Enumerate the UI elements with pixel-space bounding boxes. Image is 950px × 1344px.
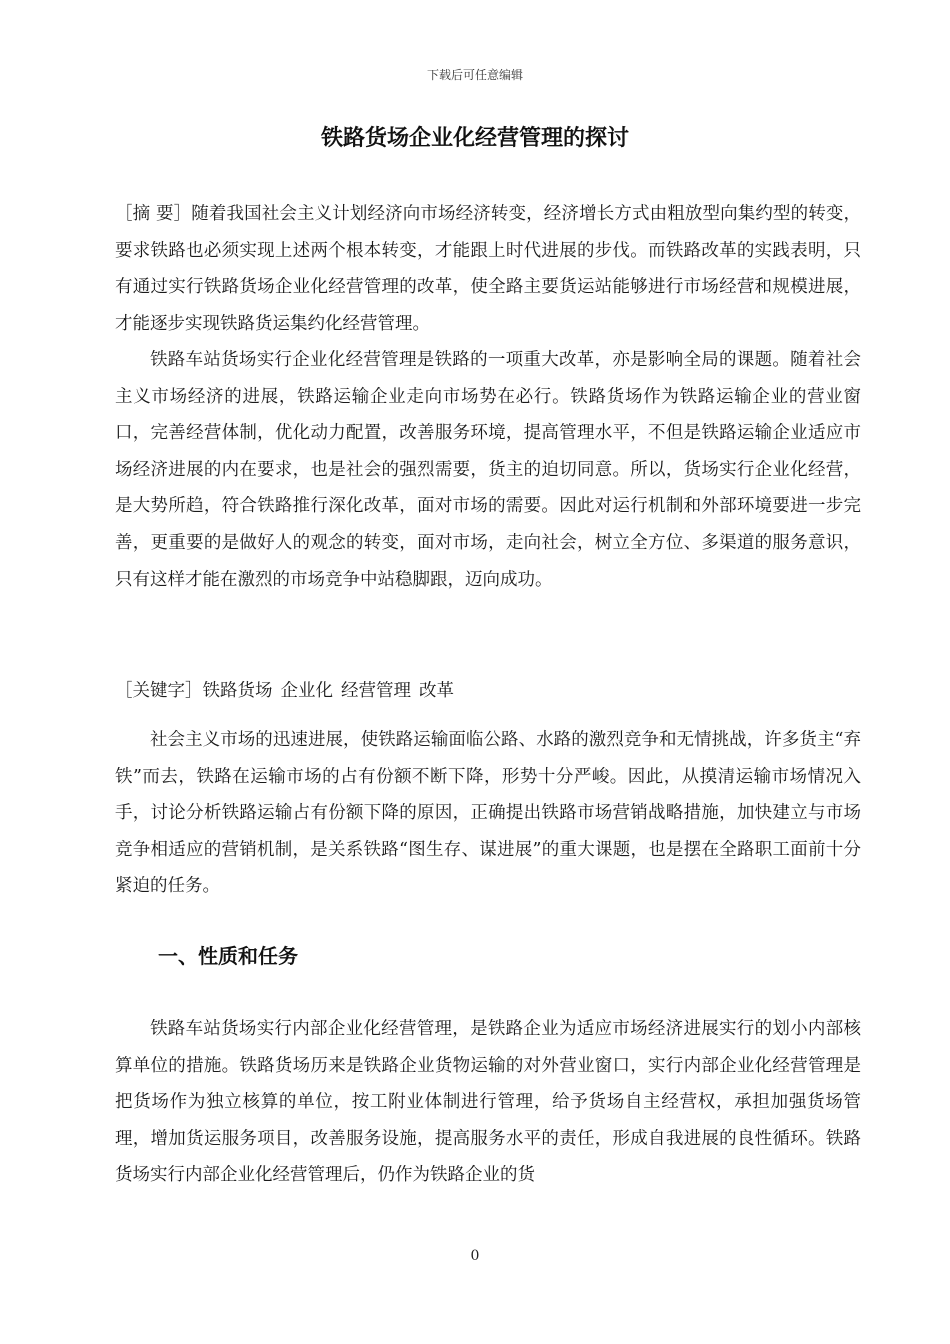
keyword-item: 改革 bbox=[419, 681, 454, 701]
keywords-label: ［关键字］ bbox=[115, 681, 203, 701]
keyword-item: 铁路货场 bbox=[202, 681, 273, 701]
section-paragraph: 铁路车站货场实行内部企业化经营管理，是铁路企业为适应市场经济进展实行的划小内部核算单位的措施。铁路货场历来是铁路企业货物运输的对外营业窗口，实行内部企业化经营管理是把货场作为独立核算的单位，按工附业体制进行管理，给予货场自主经营权，承担加强货场管理，增加货运服务项目，改善服务设施，提高服务水平的责任，形成自我进展的良性循环。铁路货场实行内部企业化经营管理后，仍作为铁路企业的货 bbox=[115, 1019, 861, 1186]
section-heading: 一、性质和任务 bbox=[158, 944, 298, 968]
abstract-label: ［摘 要］ bbox=[115, 204, 192, 224]
intro-paragraph: 社会主义市场的迅速进展，使铁路运输面临公路、水路的激烈竞争和无情挑战，许多货主“弃铁”而去，铁路在运输市场的占有份额不断下降，形势十分严峻。因此，从摸清运输市场情况入手，讨论分析铁路运输占有份额下降的原因，正确提出铁路市场营销战略措施，加快建立与市场竞争相适应的营销机制，是关系铁路“图生存、谋进展”的重大课题，也是摆在全路职工面前十分紧迫的任务。 bbox=[115, 730, 861, 897]
abstract-paragraph bbox=[115, 196, 861, 342]
abstract-text: 随着我国社会主义计划经济向市场经济转变，经济增长方式由粗放型向集约型的转变，要求铁路也必须实现上述两个根本转变，才能跟上时代进展的步伐。而铁路改革的实践表明，只有通过实行铁路货场企业化经营管理的改革，使全路主要货运站能够进行市场经营和规模进展，才能逐步实现铁路货运集约化经营管理。 bbox=[115, 204, 862, 334]
header-note: 下载后可任意编辑 bbox=[426, 68, 523, 82]
document-title: 铁路货场企业化经营管理的探讨 bbox=[320, 126, 629, 151]
keyword-item: 企业化 bbox=[280, 681, 333, 701]
page-number: 0 bbox=[470, 1248, 480, 1264]
keyword-item: 经营管理 bbox=[341, 681, 411, 701]
abstract-second-paragraph: 铁路车站货场实行企业化经营管理是铁路的一项重大改革，亦是影响全局的课题。随着社会主义市场经济的进展，铁路运输企业走向市场势在必行。铁路货场作为铁路运输企业的营业窗口，完善经营体制，优化动力配置，改善服务环境，提高管理水平，不但是铁路运输企业适应市场经济进展的内在要求，也是社会的强烈需要，货主的迫切同意。所以，货场实行企业化经营，是大势所趋，符合铁路推行深化改革，面对市场的需要。因此对运行机制和外部环境要进一步完善，更重要的是做好人的观念的转变，面对市场，走向社会，树立全方位、多渠道的服务意识，只有这样才能在激烈的市场竞争中站稳脚跟，迈向成功。 bbox=[115, 350, 861, 590]
keywords-line bbox=[115, 673, 861, 710]
